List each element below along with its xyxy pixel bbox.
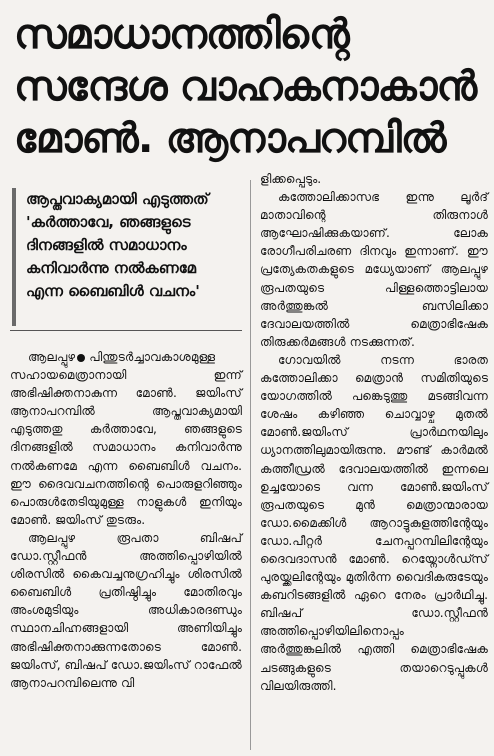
right-column <box>260 170 488 695</box>
callout-rule <box>10 330 242 331</box>
right-para-2: കത്തോലിക്കാസഭ ഇന്നു ലൂർദ് മാതാവിന്റെ തിരുനാൾ ആഘോഷിക്കുകയാണ്. ലോക രോഗീപരിചരണ ദിനവും ഇന്നാണ്. ഈ പ്രത്യേകതകളുടെ മധ്യേയാണ് ആലപ്പുഴ രൂപതയുടെ പിള്ളത്തൊട്ടിലായ അർത്തുങ്കൽ ബസിലിക്കാ ദേവാലയത്തിൽ മെത്രാഭിഷേക തിരുക്കർമങ്ങൾ നടക്കുന്നത്. <box>260 190 488 349</box>
right-para-1: ളിക്കപ്പെടും. <box>260 172 322 186</box>
headline-line-2: സന്ദേശ വാഹകനാകാൻ <box>14 62 477 110</box>
right-para-3: ഗോവയിൽ നടന്ന ഭാരത കത്തോലിക്കാ മെത്രാൻ സമിതിയുടെ യോഗത്തിൽ പങ്കെടുത്തു മടങ്ങിവന്ന ശേഷം കഴിഞ്ഞ ചൊവ്വാഴ്ച മുതൽ മോൺ.ജയിംസ് പ്രാർഥനയിലും ധ്യാനത്തിലുമായിരുന്നു. മൗണ്ട് കാർമൽ കത്തീഡ്രൽ ദേവാലയത്തിൽ ഇന്നലെ ഉച്ചയോടെ വന്ന മോൺ.ജയിംസ് രൂപതയുടെ മുൻ മെത്രാന്മാരായ ഡോ.മൈക്കിൾ ആറാട്ടുകുളത്തിന്റേയും ഡോ.പീറ്റർ ചേനപ്പറമ്പിലിന്റേയും ദൈവദാസൻ മോൺ. റെയ്നോൾഡ്സ് പുരയ്ക്കലിന്റേയും മുതിർന്ന വൈദികരുടേയും കബറിടങ്ങളിൽ ഏറെ നേരം പ്രാർഥിച്ചു. ബിഷപ് ഡോ.സ്റ്റീഫൻ അത്തിപ്പൊഴിയിലിനൊപ്പം അർത്തുങ്കലിൽ എത്തി മെത്രാഭിഷേക ചടങ്ങുകളുടെ തയാറെടുപ്പുകൾ വിലയിരുത്തി. <box>260 352 488 693</box>
left-para-1-text: പിന്തുടർച്ചാവകാശമുള്ള സഹായമെത്രാനായി ഇന്ന് അഭിഷിക്തനാകുന്ന മോൺ. ജയിംസ് ആനാപറമ്പിൽ ആപ്തവാക്യമായി എടുത്തതു കർത്താവേ, ഞങ്ങളുടെ ദിനങ്ങളിൽ സമാധാനം കനിവാർന്നു നൽകണമേ എന്ന ബൈബിൾ വചനം. ഈ ദൈവവചനത്തിന്റെ പൊരുളറിഞ്ഞും പൊരുൾതേടിയുമുള്ള നാളുകൾ ഇനിയും മോൺ. ജയിംസ് തുടരും. <box>10 350 242 527</box>
headline-line-1: സമാധാനത്തിന്റെ <box>14 10 349 58</box>
pull-quote: ആപ്തവാക്യമായി എടുത്തത് 'കർത്താവേ, ഞങ്ങളുടെ ദിനങ്ങളിൽ സമാധാനം കനിവാർന്നു നൽകണമേ എന്ന ബൈബിൾ വചനം' <box>26 190 209 300</box>
headline <box>14 8 484 164</box>
bullet-dot-icon <box>77 354 85 362</box>
column-divider <box>250 180 251 750</box>
left-para-1 <box>10 348 242 529</box>
left-para-2: ആലപ്പുഴ രൂപതാ ബിഷപ് ഡോ.സ്റ്റീഫൻ അത്തിപ്പൊഴിയിൽ ശിരസിൽ കൈവച്ചനുഗ്രഹിച്ചും ശിരസിൽ ബൈബിൾ പ്രതിഷ്ഠിച്ചും മോതിരവും അംശമുടിയും അധികാരദണ്ഡും സ്ഥാനചിഹ്നങ്ങളായി അണിയിച്ചും അഭിഷിക്തനാക്കുന്നതോടെ മോൺ. ജയിംസ്, ബിഷപ് ഡോ.ജയിംസ് റാഫേൽ ആനാപറമ്പിലെന്നു വി <box>10 530 242 690</box>
headline-line-3: മോൺ. ആനാപറമ്പിൽ <box>14 114 446 162</box>
left-column <box>10 348 242 692</box>
callout-bar <box>12 188 16 326</box>
dateline: ആലപ്പുഴ <box>28 350 76 364</box>
